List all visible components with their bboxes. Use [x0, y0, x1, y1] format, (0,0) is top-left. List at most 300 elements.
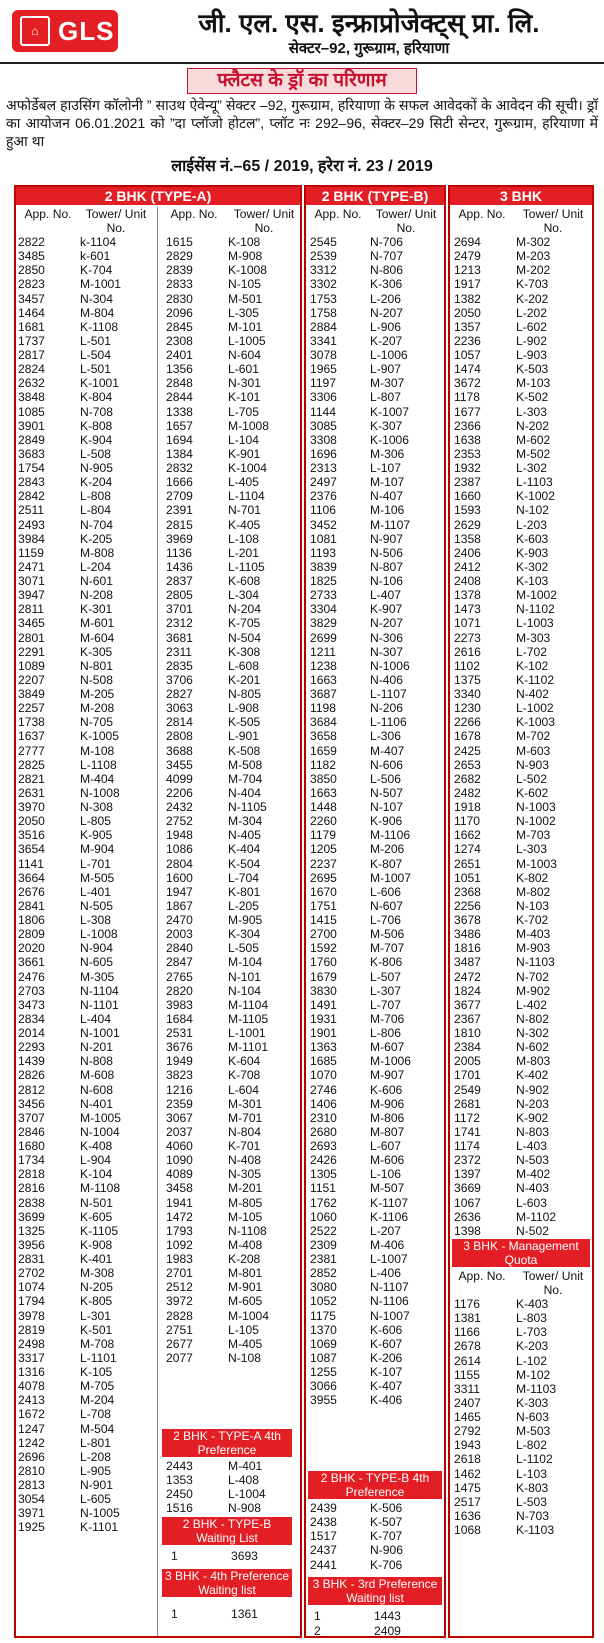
table-cell: 2746	[310, 1082, 337, 1097]
table-cell: 2808	[166, 729, 193, 744]
table-cell: 2471	[18, 559, 45, 574]
table-cell: 2703	[18, 983, 45, 998]
table-cell: 1657	[166, 418, 193, 433]
table-cell: 1737	[18, 333, 45, 348]
table-cell: K-603	[516, 531, 549, 546]
table-cell: 3306	[310, 390, 337, 405]
table-cell: 2832	[166, 461, 193, 475]
table-cell: L-605	[80, 1492, 111, 1507]
table-cell: 2260	[310, 814, 337, 829]
table-cell: K-702	[516, 913, 549, 927]
col-unit	[370, 207, 442, 1407]
table-cell: K-1102	[516, 672, 555, 687]
table-cell: 1175	[310, 1308, 337, 1323]
table-cell: 2237	[310, 856, 337, 871]
table-cell: 1867	[166, 898, 193, 913]
table-cell: 1198	[310, 701, 337, 716]
table-cell: 1305	[310, 1167, 337, 1182]
table-cell: 1684	[166, 1011, 193, 1026]
table-cell: N-304	[80, 291, 113, 306]
table-cell: K-801	[228, 884, 261, 899]
table-cell: 2618	[454, 1452, 481, 1467]
table-cell: K-1106	[370, 1209, 409, 1224]
table-cell: M-1104	[228, 997, 269, 1012]
table-cell: 2437	[310, 1543, 337, 1558]
table-cell: 2696	[18, 1449, 45, 1464]
table-cell: 2833	[166, 277, 193, 292]
table-cell: 3078	[310, 348, 337, 362]
table-cell: K-505	[228, 715, 261, 730]
table-cell: L-601	[228, 362, 259, 377]
table-cell: L-201	[228, 545, 259, 560]
table-cell: N-1107	[370, 1280, 409, 1295]
table-cell: K-602	[516, 785, 549, 800]
table-cell: 1666	[166, 475, 193, 490]
table-cell: 1901	[310, 1026, 337, 1040]
table-cell: 1159	[18, 545, 45, 560]
table-cell: 3452	[310, 517, 337, 532]
table-cell: 1806	[18, 913, 45, 927]
table-cell: 1370	[310, 1322, 337, 1337]
table-cell: 3458	[166, 1181, 193, 1196]
table-cell: 3485	[18, 249, 45, 264]
table-cell: 1197	[310, 376, 337, 391]
table-cell: L-802	[516, 1438, 547, 1453]
table-cell: N-502	[516, 1223, 549, 1238]
table-cell: 1092	[166, 1237, 193, 1252]
table-cell: 3972	[166, 1294, 193, 1309]
table-cell: K-807	[370, 856, 403, 871]
table-cell: 1947	[166, 884, 193, 899]
table-cell: 3970	[18, 800, 45, 814]
table-cell: N-402	[516, 687, 549, 701]
table-cell: 1357	[454, 319, 481, 334]
table-cell: K-907	[370, 602, 403, 617]
table-cell: K-701	[228, 1139, 261, 1153]
table-cell: K-408	[80, 1139, 113, 1153]
table-cell: M-108	[80, 743, 115, 758]
table-cell: K-803	[516, 1480, 549, 1495]
table-cell: 1825	[310, 574, 337, 588]
table-cell: 1660	[454, 489, 481, 504]
pref4-app: 1361	[231, 1607, 258, 1621]
table-cell: K-805	[80, 1294, 113, 1309]
table-cell: 3676	[166, 1040, 193, 1055]
table-cell: K-203	[516, 1339, 549, 1354]
table-cell: 1473	[454, 602, 481, 617]
table-cell: L-404	[80, 1011, 111, 1026]
table-cell: L-504	[80, 348, 111, 362]
table-cell: M-802	[516, 884, 551, 899]
table-cell: L-801	[80, 1435, 111, 1450]
table-cell: 2616	[454, 644, 481, 659]
table-cell: M-201	[228, 1181, 263, 1196]
pref3-no: 1	[314, 1609, 321, 1623]
table-cell: 1474	[454, 362, 481, 377]
table-cell: K-706	[370, 1557, 403, 1572]
table-cell: L-606	[370, 884, 401, 899]
table-cell: 3849	[18, 687, 45, 701]
table-cell: M-203	[516, 249, 551, 264]
table-cell: L-503	[516, 1494, 547, 1509]
table-cell: M-106	[370, 503, 405, 518]
table-cell: 2815	[166, 517, 193, 532]
table-cell: K-1007	[370, 404, 409, 419]
table-cell: 2005	[454, 1054, 481, 1069]
table-cell: K-407	[370, 1379, 403, 1394]
table-cell: L-407	[370, 588, 401, 603]
table-cell: 2813	[18, 1478, 45, 1492]
table-cell: M-902	[516, 983, 551, 998]
table-cell: L-701	[80, 856, 111, 871]
table-cell: 1615	[166, 235, 193, 249]
table-cell: 3317	[18, 1350, 45, 1365]
table-cell: 1636	[454, 1508, 481, 1523]
table-cell: M-701	[228, 1110, 263, 1125]
panel-title: 2 BHK (TYPE-B)	[306, 187, 444, 205]
table-cell: 2810	[18, 1463, 45, 1478]
banner-3bhk-4th: 3 BHK - 4th Preference Waiting list	[162, 1569, 292, 1597]
table-cell: 2387	[454, 475, 481, 490]
table-cell: 1593	[454, 503, 481, 518]
table-cell: 2367	[454, 1011, 481, 1026]
table-cell: 3683	[18, 446, 45, 461]
table-cell: 3678	[454, 913, 481, 927]
table-cell: 2443	[166, 1459, 193, 1473]
table-cell: L-303	[516, 404, 547, 419]
table-cell: 2293	[18, 1040, 45, 1055]
table-cell: K-707	[370, 1529, 403, 1544]
table-cell: N-305	[228, 1167, 261, 1182]
table-cell: K-207	[370, 333, 403, 348]
table-cell: M-801	[228, 1266, 263, 1281]
table-cell: 1238	[310, 658, 337, 673]
table-cell: M-104	[228, 955, 263, 970]
table-cell: N-508	[80, 672, 113, 687]
table-cell: 2472	[454, 969, 481, 984]
table-cell: L-506	[370, 771, 401, 786]
table-cell: N-1008	[80, 785, 120, 800]
table-cell: M-805	[228, 1195, 263, 1210]
table-cell: 2531	[166, 1026, 193, 1040]
table-cell: N-206	[370, 701, 403, 716]
table-cell: 1172	[454, 1110, 481, 1125]
table-cell: 1182	[310, 757, 337, 772]
col-header-app: App. No.	[458, 207, 506, 221]
table-cell: L-1106	[370, 715, 407, 730]
table-cell: 2850	[18, 263, 45, 278]
col-app	[454, 207, 510, 1238]
table-cell: M-905	[228, 913, 263, 927]
table-cell: 3304	[310, 602, 337, 617]
table-cell: N-203	[516, 1096, 549, 1111]
table-cell: K-107	[370, 1365, 403, 1379]
table-cell: L-406	[370, 1266, 401, 1281]
table-cell: K-703	[516, 277, 549, 292]
table-cell: 2413	[18, 1393, 45, 1408]
table-cell: 3829	[310, 616, 337, 631]
table-cell: 1462	[454, 1466, 481, 1481]
table-cell: M-906	[370, 1096, 405, 1111]
table-cell: 2407	[454, 1395, 481, 1410]
table-cell: 1178	[454, 390, 481, 405]
table-cell: N-801	[80, 658, 113, 673]
table-cell: K-608	[228, 574, 261, 588]
table-cell: 1436	[166, 559, 193, 574]
table-cell: L-1004	[228, 1487, 266, 1502]
table-cell: 2702	[18, 1266, 45, 1281]
table-cell: L-1006	[370, 348, 408, 362]
table-cell: L-908	[228, 701, 259, 716]
table-cell: M-407	[370, 743, 405, 758]
table-cell: 3664	[18, 870, 45, 885]
table-cell: 1170	[454, 814, 481, 829]
table-cell: 3661	[18, 955, 45, 970]
table-cell: K-605	[80, 1209, 113, 1224]
table-cell: 2614	[454, 1353, 481, 1368]
table-cell: 3302	[310, 277, 337, 292]
table-cell: M-205	[80, 687, 115, 701]
table-cell: M-707	[370, 941, 405, 956]
table-cell: L-202	[516, 305, 547, 320]
table-cell: L-304	[228, 588, 259, 603]
col-app	[166, 207, 222, 1365]
table-cell: L-708	[80, 1407, 111, 1422]
table-cell: K-302	[516, 559, 549, 574]
table-cell: 1216	[166, 1082, 193, 1097]
table-cell: M-307	[370, 376, 405, 391]
table-cell: K-301	[80, 602, 113, 617]
table-cell: 4089	[166, 1167, 193, 1182]
table-cell: 3681	[166, 630, 193, 645]
table-cell: L-302	[516, 461, 547, 475]
table-cell: 2830	[166, 291, 193, 306]
house-icon: ⌂	[20, 16, 50, 46]
table-cell: M-708	[80, 1336, 115, 1351]
table-cell: M-908	[228, 249, 263, 264]
table-cell: L-704	[228, 870, 259, 885]
table-cell: 2847	[166, 955, 193, 970]
table-cell: N-403	[516, 1181, 549, 1196]
table-cell: M-308	[80, 1266, 115, 1281]
table-cell: 1274	[454, 842, 481, 857]
table-cell: 3687	[310, 687, 337, 701]
table-cell: L-501	[80, 333, 111, 348]
table-cell: 1070	[310, 1068, 337, 1083]
table-cell: N-506	[370, 545, 403, 560]
table-cell: 2256	[454, 898, 481, 913]
banner-3bhk-3rd: 3 BHK - 3rd Preference Waiting list	[308, 1577, 442, 1605]
table-cell: L-1003	[516, 616, 554, 631]
table-cell: 2852	[310, 1266, 337, 1281]
table-cell: M-103	[516, 376, 551, 391]
table-cell: M-1108	[80, 1181, 121, 1196]
table-cell: M-907	[370, 1068, 405, 1083]
table-cell: 1738	[18, 715, 45, 730]
table-cell: 2020	[18, 941, 45, 956]
table-cell: M-501	[228, 291, 263, 306]
table-cell: L-905	[80, 1463, 111, 1478]
table-cell: L-904	[80, 1153, 111, 1168]
table-cell: M-303	[516, 630, 551, 645]
table-cell: 2709	[166, 489, 193, 504]
table-cell: 2391	[166, 503, 193, 518]
table-cell: M-601	[80, 616, 115, 631]
table-cell: N-406	[370, 672, 403, 687]
table-cell: 2834	[18, 1011, 45, 1026]
table-cell: N-908	[228, 1501, 261, 1516]
table-cell: 3658	[310, 729, 337, 744]
table-cell: K-908	[80, 1237, 113, 1252]
table-cell: M-704	[228, 771, 263, 786]
table-cell: 1081	[310, 531, 337, 546]
table-cell: 2816	[18, 1181, 45, 1196]
table-cell: 2676	[18, 884, 45, 899]
table-cell: N-207	[370, 305, 403, 320]
table-cell: K-108	[228, 235, 261, 249]
table-cell: N-102	[516, 503, 549, 518]
col-header-unit: Tower/ Unit No.	[522, 207, 584, 235]
table-cell: 2636	[454, 1209, 481, 1224]
table-cell: 1918	[454, 800, 481, 814]
table-cell: K-606	[370, 1322, 403, 1337]
table-cell: 3457	[18, 291, 45, 306]
table-cell: M-503	[516, 1424, 551, 1439]
table-cell: L-208	[80, 1449, 111, 1464]
table-cell: M-1101	[228, 1040, 269, 1055]
table-cell: 1151	[310, 1181, 337, 1196]
table-cell: N-705	[80, 715, 113, 730]
table-cell: 2765	[166, 969, 193, 984]
panel-type-b	[304, 185, 446, 1638]
table-cell: K-506	[370, 1501, 403, 1515]
table-cell: L-804	[80, 503, 111, 518]
table-cell: 2693	[310, 1139, 337, 1153]
table-cell: N-803	[516, 1124, 549, 1139]
table-cell: 1193	[310, 545, 337, 560]
table-cell: 1090	[166, 1153, 193, 1168]
table-cell: 2629	[454, 517, 481, 532]
table-cell: M-1006	[370, 1054, 412, 1069]
table-cell: L-1103	[516, 475, 553, 490]
table-cell: L-206	[370, 291, 401, 306]
table-cell: K-406	[370, 1393, 403, 1408]
table-cell: N-105	[228, 277, 261, 292]
table-cell: L-805	[80, 814, 111, 829]
pref3-app: 1443	[374, 1609, 401, 1623]
table-cell: 2777	[18, 743, 45, 758]
table-cell: N-1102	[516, 602, 555, 617]
table-cell: 1949	[166, 1054, 193, 1069]
table-cell: K-1008	[228, 263, 267, 278]
table-cell: 2823	[18, 277, 45, 292]
table-cell: 3699	[18, 1209, 45, 1224]
table-cell: N-407	[370, 489, 403, 504]
table-cell: K-808	[80, 418, 113, 433]
table-cell: 3823	[166, 1068, 193, 1083]
table-cell: 1155	[454, 1367, 481, 1382]
table-cell: M-706	[370, 1011, 405, 1026]
table-cell: 1734	[18, 1153, 45, 1168]
table-cell: N-606	[370, 757, 403, 772]
table-cell: 1363	[310, 1040, 337, 1055]
table-cell: 1213	[454, 263, 481, 278]
table-cell: M-1102	[516, 1209, 557, 1224]
table-cell: K-507	[370, 1515, 403, 1530]
table-cell: K-1107	[370, 1195, 409, 1210]
table-cell: L-402	[516, 997, 547, 1012]
table-cell: L-205	[228, 898, 259, 913]
table-cell: 1672	[18, 1407, 45, 1422]
table-cell: 1925	[18, 1520, 45, 1535]
table-cell: L-305	[228, 305, 259, 320]
table-cell: 2037	[166, 1124, 193, 1139]
table-cell: 2353	[454, 446, 481, 461]
table-cell: 2829	[166, 249, 193, 264]
table-cell: M-604	[80, 630, 115, 645]
table-cell: 3947	[18, 588, 45, 603]
table-cell: K-403	[516, 1297, 549, 1311]
table-cell: 1948	[166, 828, 193, 843]
table-cell: M-901	[228, 1280, 263, 1295]
table-cell: 2549	[454, 1082, 481, 1097]
table-cell: K-604	[228, 1054, 261, 1069]
table-cell: N-604	[228, 348, 261, 362]
table-cell: N-906	[370, 1543, 403, 1558]
col-app	[310, 1501, 366, 1572]
table-cell: N-904	[80, 941, 113, 956]
table-cell: 3516	[18, 828, 45, 843]
company-name: जी. एल. एस. इन्फ्राप्रोजेक्ट्स् प्रा. लि.	[198, 8, 540, 38]
table-cell: L-403	[516, 1139, 547, 1153]
table-cell: 1600	[166, 870, 193, 885]
table-cell: L-907	[370, 362, 401, 377]
table-cell: 2313	[310, 461, 337, 475]
table-cell: 4078	[18, 1379, 45, 1394]
table-cell: 1816	[454, 941, 481, 956]
table-cell: 2840	[166, 941, 193, 956]
table-cell: k-601	[80, 249, 111, 264]
table-cell: M-1007	[370, 870, 412, 885]
table-cell: 2849	[18, 432, 45, 447]
table-cell: 2291	[18, 644, 45, 659]
table-cell: K-206	[370, 1350, 403, 1365]
table-cell: M-402	[516, 1167, 551, 1182]
table-cell: 1057	[454, 348, 481, 362]
table-cell: 3456	[18, 1096, 45, 1111]
table-cell: 3308	[310, 432, 337, 447]
banner-type-a-pref: 2 BHK - TYPE-A 4th Preference	[162, 1429, 292, 1457]
table-cell: N-1106	[370, 1294, 409, 1309]
table-cell: N-907	[370, 531, 403, 546]
table-cell: L-107	[370, 461, 401, 475]
table-cell: L-803	[516, 1311, 547, 1326]
table-cell: 2680	[310, 1124, 337, 1139]
table-cell: K-1002	[516, 489, 555, 504]
table-cell: 1758	[310, 305, 337, 320]
table-cell: L-705	[228, 404, 259, 419]
table-cell: N-302	[516, 1026, 549, 1040]
table-cell: L-401	[80, 884, 111, 899]
table-cell: M-304	[228, 814, 263, 829]
table-cell: M-1103	[516, 1381, 557, 1396]
banner-type-b-wait: 2 BHK - TYPE-B Waiting List	[162, 1517, 292, 1545]
table-cell: 2809	[18, 927, 45, 942]
table-cell: 2511	[18, 503, 45, 518]
table-cell: 2384	[454, 1040, 481, 1055]
table-cell: L-1107	[370, 687, 407, 701]
table-cell: 2498	[18, 1336, 45, 1351]
